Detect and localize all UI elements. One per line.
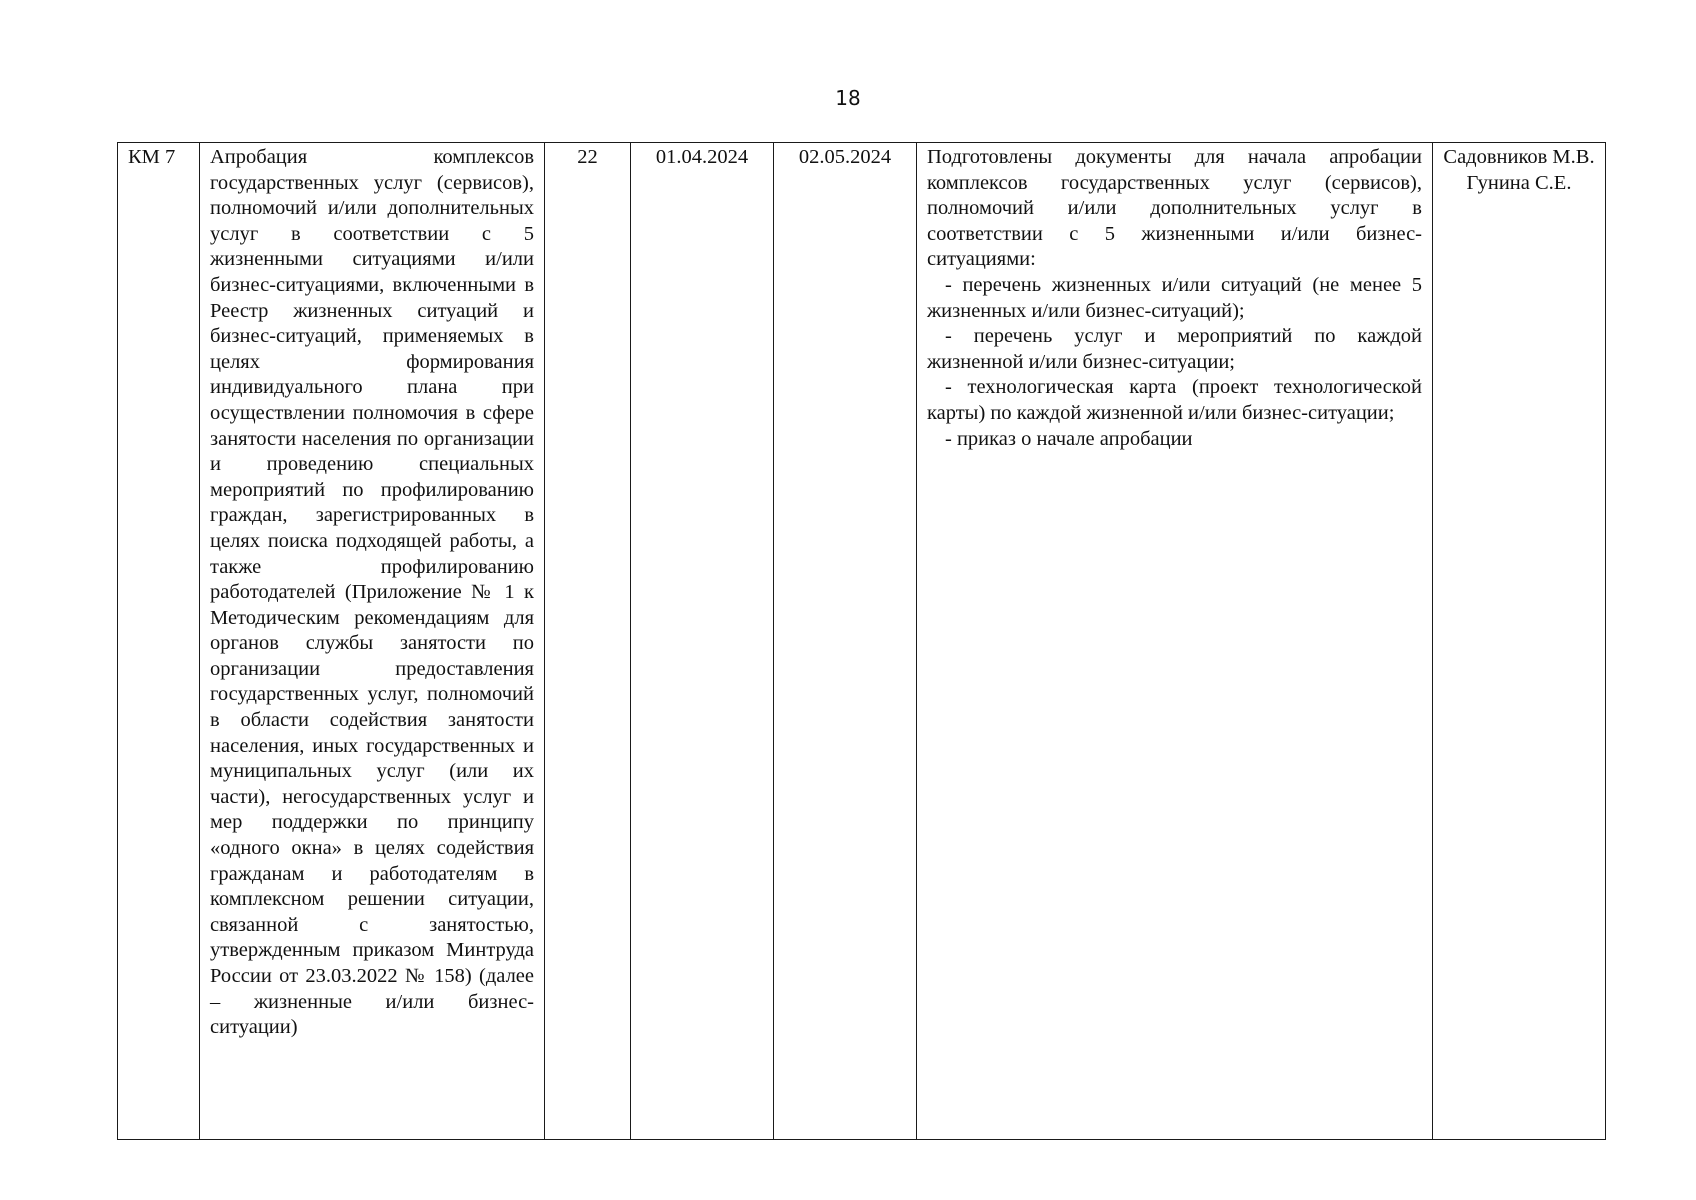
control-point-name: Апробация комплексов государственных услуг (сервисов), полномочий и/или дополнительных услуг в соответствии с 5 жизненными ситуациями и/или бизнес-ситуациями, включенными в Реестр жизненных ситуаций и бизнес-ситуаций, применяемых в целях формирования индивидуального плана при осуществлении полномочия в сфере занятости населения по организации и проведению специальных мероприятий по профилированию граждан, зарегистрированных в целях поиска подходящей работы, а также профилированию работодателей (Приложение № 1 к Методическим рекомендациям для органов службы занятости по организации предоставления государственных услуг, полномочий в области содействия занятости населения, иных государственных и муниципальных услуг (или их части), негосударственных услуг и мер поддержки по принципу «одного окна» в целях содействия гражданам и работодателям в комплексном решении ситуации, связанной с занятостью, утвержденным приказом Минтруда России от 23.03.2022 № 158) (далее – жизненные и/или бизнес-ситуации): [200, 143, 545, 1140]
result-intro: Подготовлены документы для начала апробации комплексов государственных услуг (сервисов), полномочий и/или дополнительных услуг в соответствии с 5 жизненными и/или бизнес-ситуациями:: [927, 146, 1422, 271]
result-item: - перечень жизненных и/или ситуаций (не менее 5 жизненных и/или бизнес-ситуаций);: [927, 273, 1422, 322]
table-row: [118, 143, 1606, 1140]
control-point-code: КМ 7: [118, 143, 200, 1140]
control-point-number: 22: [545, 143, 631, 1140]
expected-result: [917, 143, 1433, 1140]
result-item: - перечень услуг и мероприятий по каждой жизненной и/или бизнес-ситуации;: [927, 325, 1422, 373]
responsible-person: Гунина С.Е.: [1466, 171, 1572, 194]
start-date: 01.04.2024: [631, 143, 774, 1140]
result-item: - технологическая карта (проект технологической карты) по каждой жизненной и/или бизнес-ситуации;: [927, 376, 1422, 424]
responsible-persons: [1433, 143, 1606, 1140]
end-date: 02.05.2024: [774, 143, 917, 1140]
control-point-table: [117, 142, 1606, 1140]
page-number: 18: [835, 86, 861, 110]
result-item: - приказ о начале апробации: [945, 427, 1193, 450]
responsible-person: Садовников М.В.: [1443, 146, 1595, 168]
